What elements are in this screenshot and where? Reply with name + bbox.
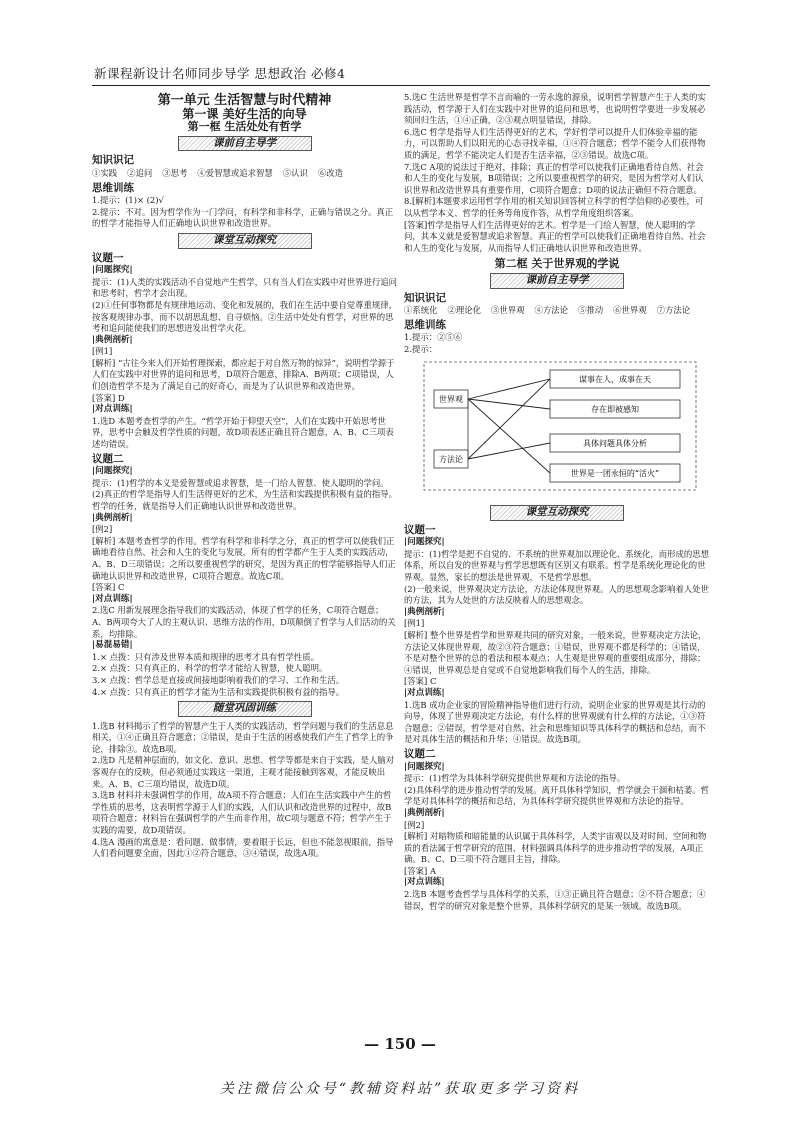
diagram-label-worldview: 世界观 [439, 395, 463, 405]
thinking-heading: 思维训练 [404, 318, 446, 331]
training-label: |对点训练| [92, 404, 133, 415]
topic-heading: 议题一 [404, 523, 436, 536]
diagram-match-line [468, 399, 550, 409]
answer-text: [答案] D [92, 392, 125, 403]
analysis-text: [解析] 本题考查哲学的作用。哲学有科学和非科学之分，真正的哲学可以使我们正确地看待自然、社会和人生的变化与发展，所有的哲学都产生于人类的实践活动，A、B、D三项错误；之所以要重视哲学的研究，是因为真正的哲学能够指导人们正确地认识世界和改造世界，C项符合题意。故选C项。 [92, 535, 396, 581]
training-text: 2.选C 用新发展理念指导我们的实践活动，体现了哲学的任务，C项符合题意；A、B两项夸大了人的主观认识、思维方法的作用，D项颠倒了哲学与人们活动的关系，均排除。 [92, 605, 396, 639]
explore-text: 提示：(1)哲学为具体科学研究提供世界观和方法论的指导。 (2)具体科学的进步推动哲学的发展。离开具体科学知识，哲学就会干涸和枯萎。哲学是对具体科学的概括和总结，为具体科学研究提供世界观和方法论的指导。 [404, 773, 709, 807]
knowledge-options [92, 168, 397, 180]
knowledge-option: ⑤认识 [282, 167, 308, 178]
example-number: [例2] [404, 819, 425, 830]
review-item: 5.选C 生活世界是哲学不言而喻的一劳永逸的源泉，说明哲学智慧产生于人类的实践活动，哲学源于人们在实践中对世界的追问和思考，也说明哲学要进一步发展必须回归生活，①④正确，②③观点明显错误，排除。 [404, 92, 706, 126]
knowledge-heading: 知识识记 [404, 291, 446, 304]
example-number: [例1] [404, 618, 425, 629]
diagram-label-right: 具体问题具体分析 [583, 439, 647, 449]
knowledge-option: ③世界观 [491, 305, 525, 316]
example-label: |典例剖析| [404, 807, 445, 818]
explore-label: |问题探究| [92, 466, 133, 477]
unit-title: 第一单元 生活智慧与时代精神 [157, 93, 332, 108]
explore-text: 提示：(1)哲学是把不自觉的、不系统的世界观加以理论化、系统化，而形成的思想体系，所以自发的世界观与哲学思想既有区别又有联系。哲学是系统化理论化的世界观。显然，家长的想法是世界观，不是哲学思想。 (2)一般来说，世界观决定方法论，方法论体现世界观。人的思想观念影响着人处世的方法，其为人处世的方法反映着人的思想观念。 [404, 548, 709, 606]
knowledge-options [404, 305, 710, 317]
example-label: |典例剖析| [404, 606, 445, 617]
lesson-title: 第一课 美好生活的向导 [182, 106, 307, 121]
section-band-in-class: 课堂互动探究 [490, 505, 624, 521]
knowledge-option: ②理论化 [447, 305, 481, 316]
frame-title: 第二框 关于世界观的学说 [494, 257, 620, 271]
training-label: |对点训练| [404, 877, 445, 888]
analysis-text: [解析] 对暗物质和暗能量的认识属于具体科学，人类宇宙观以及对时间、空间和物质的看法属于哲学研究的范围，材料强调具体科学的进步推动哲学的发展，A项正确。B、C、D三项不符合题目主旨，排除。 [404, 831, 707, 865]
knowledge-option: ⑥改造 [317, 167, 343, 178]
diagram-label-right: 谋事在人，成事在天 [579, 375, 651, 385]
knowledge-option: ②追问 [127, 167, 153, 178]
knowledge-option: ⑤推动 [578, 305, 604, 316]
knowledge-option: ④方法论 [534, 305, 568, 316]
review-item: 6.选C 哲学是指导人们生活得更好的艺术，学好哲学可以提升人们体验幸福的能力，可以帮助人们以阳光的心态寻找幸福，①④符合题意；哲学不能令人们获得物质的满足，哲学不能决定人们是否生活幸福，②③错误。故选C项。 [404, 126, 706, 160]
review-item: 2.选D 凡是精神层面的，如文化、意识、思想、哲学等都是来自于实践，是人脑对客观存在的反映，但必须通过实践这一渠道，主观才能接触到客观，才能反映出来。A、B、C三项均错误，故选D项。 [92, 755, 395, 789]
review-item: 8.[解析]本题要求运用哲学作用的相关知识回答树立科学的哲学信仰的必要性，可以从哲学本义、哲学的任务等角度作答，从哲学角度组织答案。 [404, 196, 704, 218]
review-item: 7.选C A项的说法过于绝对，排除；真正的哲学可以使我们正确地看待自然、社会和人生的变化与发展，B项错误；之所以要重视哲学的研究，是因为哲学对人们认识世界和改造世界具有重要作用，C项符合题意；D项的说法正确但不符合题意。 [404, 161, 704, 195]
frame-title: 第一框 生活处处有哲学 [187, 120, 302, 134]
left-column [92, 92, 397, 1012]
diagram-label-right: 存在即被感知 [591, 405, 639, 415]
thinking-line: 2.提示： [404, 343, 438, 354]
answer-text: [答案] C [404, 676, 437, 687]
diagram-match-line [468, 443, 550, 459]
worldview-matching-diagram [404, 358, 700, 494]
diagram-label-methodology: 方法论 [439, 455, 463, 465]
example-label: |典例剖析| [92, 512, 133, 523]
training-label: |对点训练| [404, 687, 445, 698]
knowledge-option: ⑦方法论 [656, 305, 691, 316]
diagram-match-line [468, 379, 550, 399]
diagram-label-right: 世界是一团永恒的“活火” [570, 469, 660, 479]
page-number: — 150 — [364, 1035, 436, 1053]
review-answer: [答案]哲学是指导人们生活得更好的艺术。哲学是一门给人智慧，使人聪明的学问，其本义就是爱智慧或追求智慧。真正的哲学可以使我们正确地看待自然、社会和人生的变化与发展，从而指导人们正确地认识世界和改造世界。 [404, 219, 706, 253]
running-header: 新课程新设计名师同步导学 思想政治 必修4 [94, 66, 346, 81]
section-band-review: 随堂巩固训练 [178, 701, 312, 717]
explore-text: 提示：(1)哲学的本义是爱智慧或追求智慧，是一门给人智慧、使人聪明的学问。 (2)真正的哲学是指导人们生活得更好的艺术，为生活和实践提供积极有益的指导。哲学的任务，就是指导人们正确地认识世界和改造世界。 [92, 477, 397, 511]
example-label: |典例剖析| [92, 334, 133, 345]
knowledge-option: ①实践 [92, 167, 118, 178]
analysis-text: [解析] 整个世界是哲学和世界观共同的研究对象，一般来说，世界观决定方法论，方法论又体现世界观，故②③符合题意；①错误，世界观不都是科学的；④错误，不是对整个世界的总的看法和根本观点；人生观是世界观的重要组成部分，排除；④错误，世界观总是自觉或不自觉地影响我们每个人的生活，排除。 [404, 630, 707, 675]
section-band-in-class: 课堂互动探究 [178, 233, 312, 249]
section-band-pre-class: 课前自主导学 [178, 136, 312, 152]
mistake-item: 2.× 点拨：只有真正的、科学的哲学才能给人智慧，使人聪明。 [92, 663, 328, 674]
section-band-pre-class: 课前自主导学 [490, 273, 624, 289]
diagram-match-line [468, 399, 550, 473]
knowledge-option: ①系统化 [404, 305, 438, 316]
diagram-match-line [468, 379, 550, 459]
mistake-item: 4.× 点拨：只有真正的哲学才能为生活和实践提供积极有益的指导。 [92, 686, 345, 697]
review-item: 1.选B 材料揭示了哲学的智慧产生于人类的实践活动，哲学问题与我们的生活息息相关，①④正确且符合题意；②错误，是由于生活的困惑使我们产生了哲学上的争论，排除③。故选B项。 [92, 720, 394, 754]
training-text: 1.选D 本题考查哲学的产生。“哲学开始于仰望天空”，人们在实践中开始思考世界，思考中会触及哲学性质的问题，故D项表述正确且符合题意，A、B、C三项表述均错误。 [92, 415, 394, 450]
review-item: 4.选A 漫画的寓意是：看问题、做事情，要着眼于长远，但也不能忽视眼前，指导人们看问题要全面，因此①②符合题意，③④错误，故选A项。 [92, 836, 394, 859]
explore-label: |问题探究| [404, 537, 445, 548]
analysis-text: [解析] “古往今来人们开始哲理探索，都应起于对自然万物的惊异”，说明哲学源于人们在实践中对世界的追问和思考，D项符合题意，排除A、B两项；C项错误，人们创造哲学不是为了满足自己的好奇心，而是为了认识世界和改造世界。 [92, 357, 395, 392]
answer-text: [答案] A [404, 865, 436, 876]
example-number: [例1] [92, 346, 113, 357]
thinking-line: 1.提示：②⑤⑥ [404, 332, 463, 343]
promo-footer: 关注微信公众号“教辅资料站”获取更多学习资料 [219, 1081, 581, 1097]
knowledge-option: ③思考 [162, 167, 188, 178]
topic-heading: 议题一 [92, 251, 124, 264]
knowledge-option: ④爱智慧或追求智慧 [197, 167, 273, 178]
mistakes-label: |易混易错| [92, 640, 133, 651]
right-column [404, 92, 710, 1012]
answer-text: [答案] C [92, 582, 125, 593]
explore-label: |问题探究| [404, 761, 445, 772]
training-text: 1.选B 成功企业家的冒险精神指导他们进行行动，说明企业家的世界观是其行动的向导，体现了世界观决定方法论，有什么样的世界观就有什么样的方法论，①③符合题意；②错误，哲学是对自然、社会和思维知识等具体科学的概括和总结，而不是对具体生活的概括和升华；④错误。故选B项。 [404, 699, 706, 745]
training-text: 2.选B 本题考查哲学与具体科学的关系，①③正确且符合题意；②不符合题意；④错误，哲学的研究对象是整个世界，具体科学研究的是某一领域。故选B项。 [404, 889, 706, 911]
topic-heading: 议题二 [404, 747, 436, 760]
mistake-item: 3.× 点拨：哲学总是直接或间接地影响着我们的学习、工作和生活。 [92, 674, 345, 685]
review-item: 3.选B 材料并未强调哲学的作用，故A项不符合题意；人们在生活实践中产生的哲学性质的思考，这表明哲学源于人们的实践，人们认识和改造世界的过程中，故B项符合题意；材料旨在强调哲学的产生而非作用，故C项与题意不符；哲学产生于实践的需要，故D项错误。 [92, 790, 392, 836]
explore-text: 提示：(1)人类的实践活动不自觉地产生哲学，只有当人们在实践中对世界进行追问和思考时，哲学才会出现。 (2)①任何事物都是有规律地运动、变化和发展的，我们在生活中要自觉尊重规律，按客观规律办事，而不以胡思乱想、自寻烦恼。②生活中处处有哲学，对世界的思考和追问能使我们的思想迸发出哲学火花。 [92, 276, 397, 334]
training-label: |对点训练| [92, 593, 133, 604]
mistake-item: 1.× 点拨：只有涉及世界本质和规律的思考才具有哲学性质。 [92, 651, 320, 662]
thinking-text: 1.提示：(1)× (2)√ 2.提示：不对。因为哲学作为一门学问，有科学和非科学，正确与错误之分。真正的哲学才能指导人们正确地认识世界和改造世界。 [92, 195, 394, 229]
topic-heading: 议题二 [92, 452, 124, 465]
example-number: [例2] [92, 524, 113, 535]
knowledge-option: ⑥世界观 [613, 305, 647, 316]
explore-label: |问题探究| [92, 265, 133, 276]
header-rule [92, 85, 710, 86]
thinking-heading: 思维训练 [92, 181, 134, 194]
knowledge-heading: 知识识记 [92, 154, 134, 167]
